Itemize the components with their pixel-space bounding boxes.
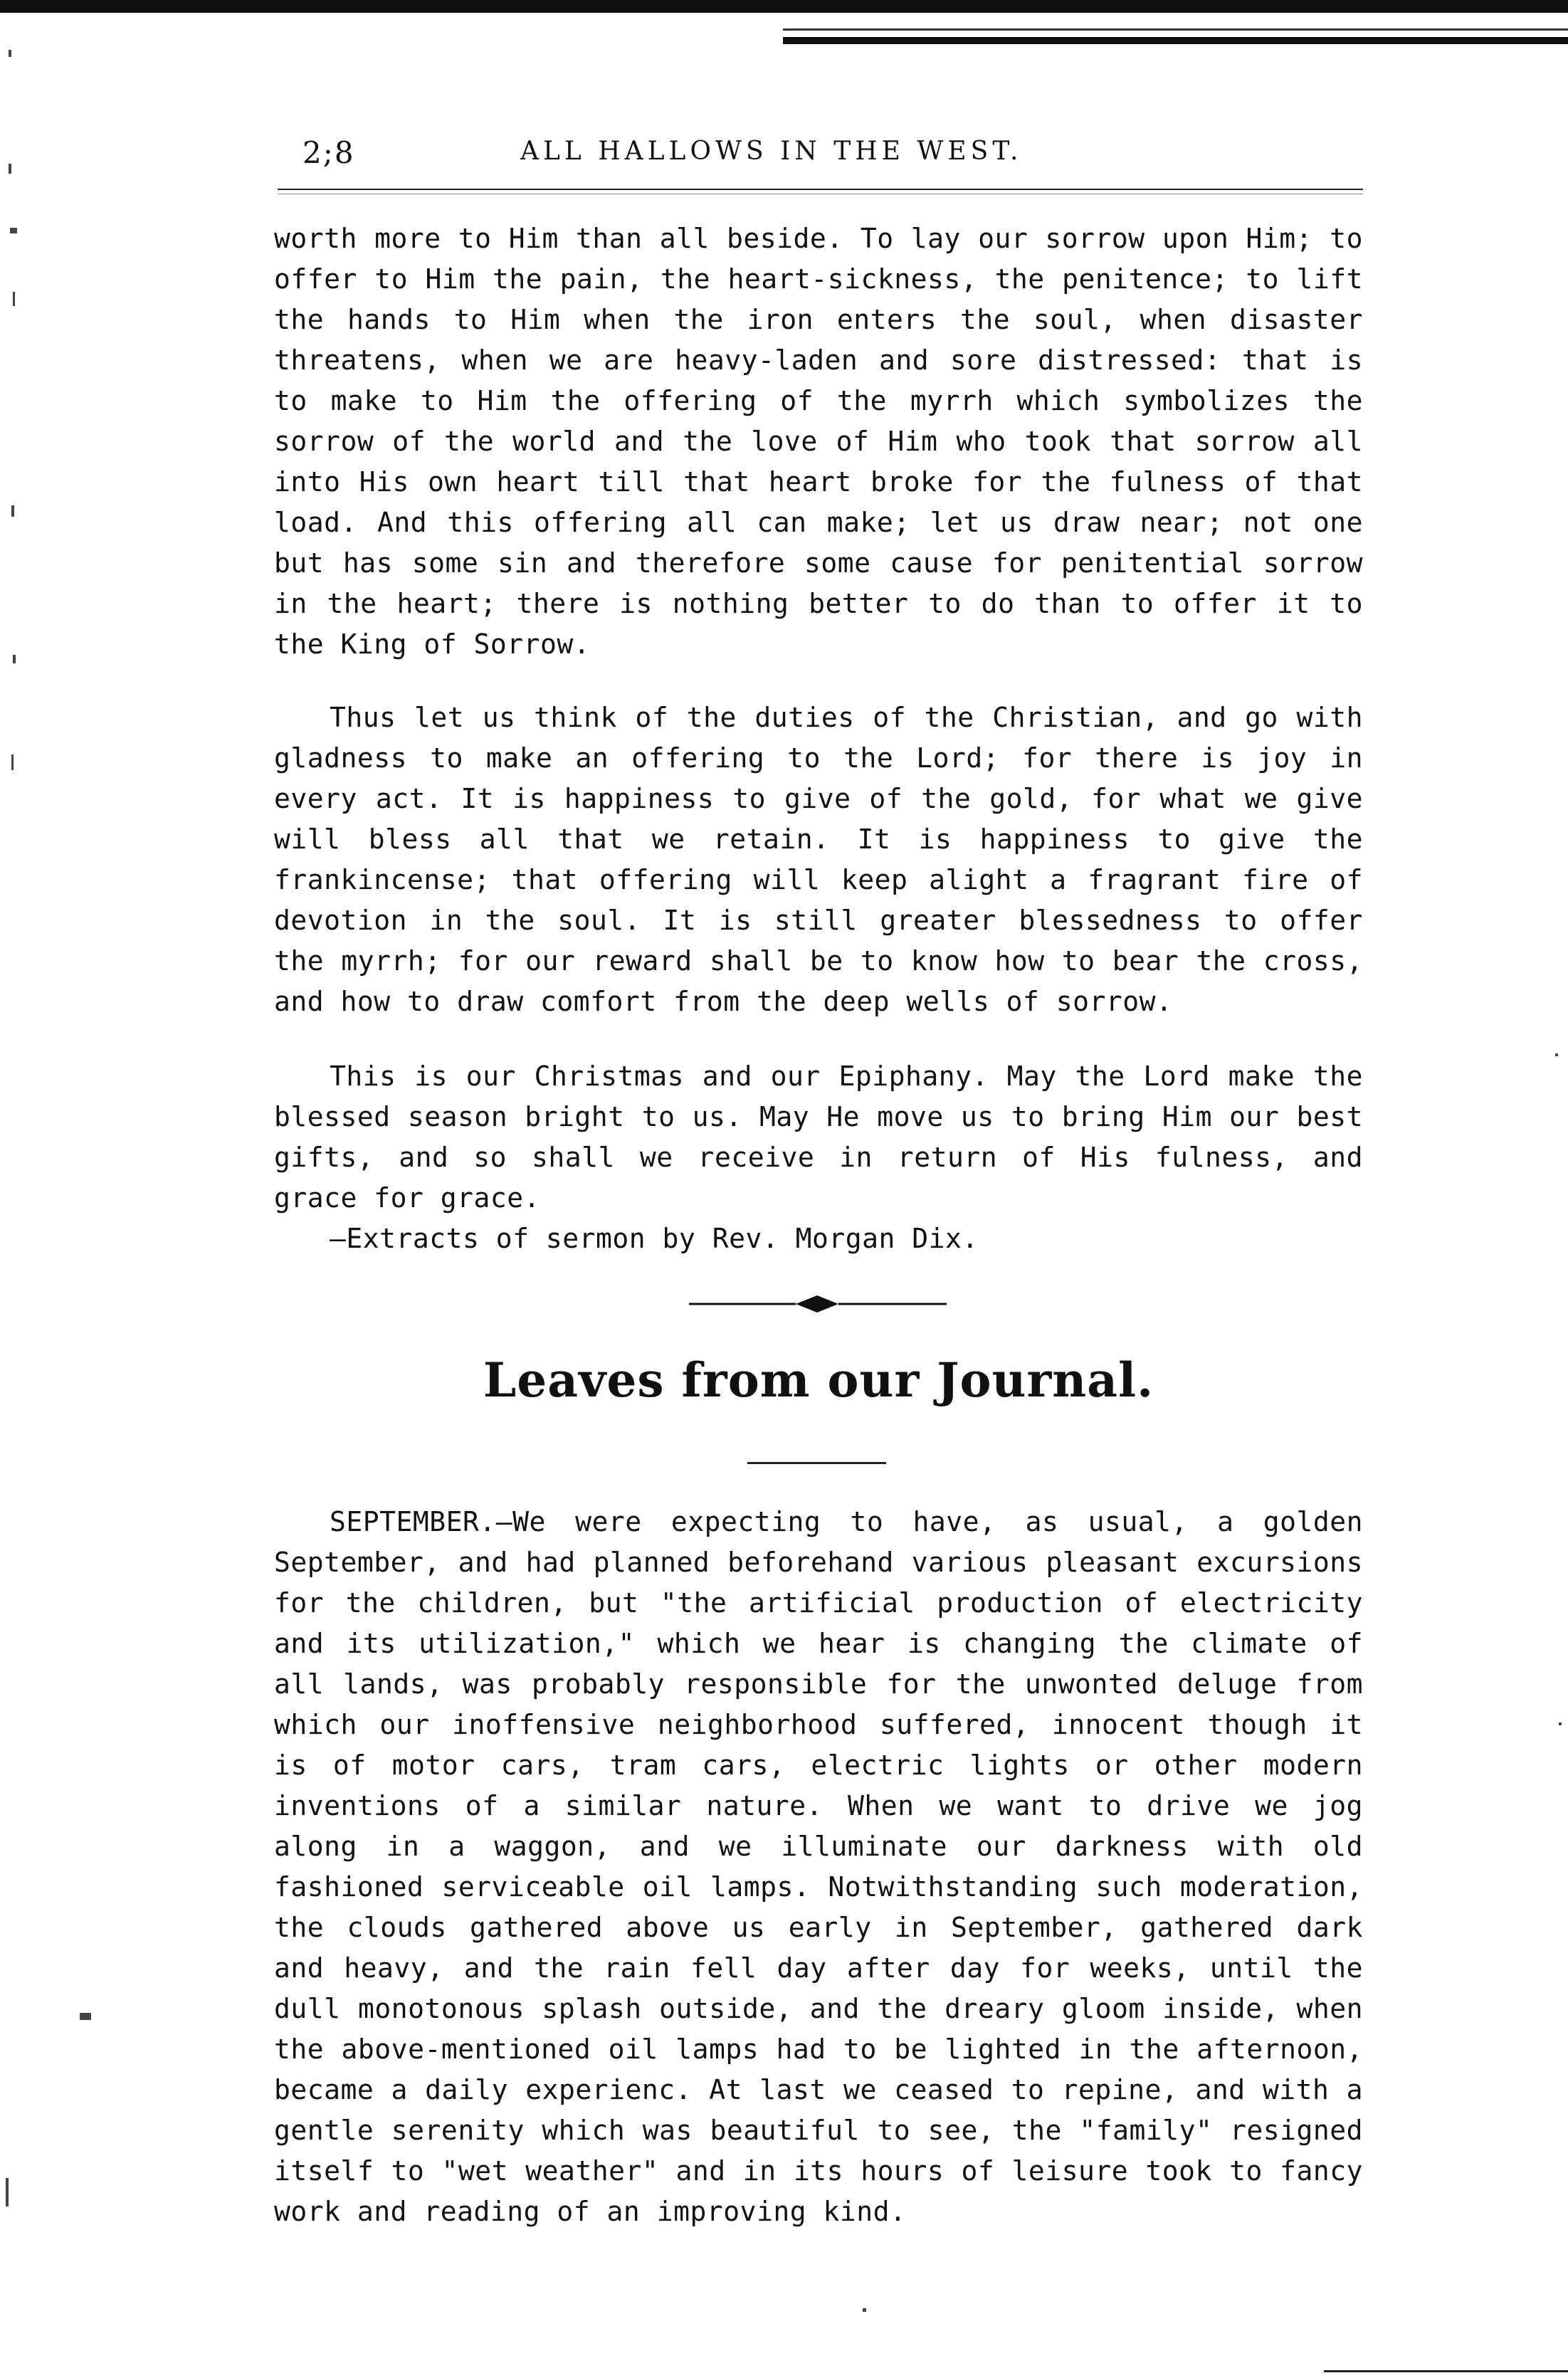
diamond-ornament-divider xyxy=(689,1290,947,1318)
sermon-paragraph-3: This is our Christmas and our Epiphany. May the Lord make the blessed season bright to us. May He move us to bring Him our best gifts, and so shall we receive in return of His fulness, and grace for grace. xyxy=(274,1061,1363,1214)
margin-speck xyxy=(1555,1053,1558,1056)
margin-speck xyxy=(6,2178,9,2206)
margin-speck xyxy=(11,505,14,517)
bottom-right-rule xyxy=(1324,2370,1568,2372)
top-border-rule xyxy=(0,0,1568,13)
header-rule xyxy=(278,189,1363,190)
running-title: ALL HALLOWS IN THE WEST. xyxy=(520,137,1023,166)
margin-speck xyxy=(11,754,14,770)
margin-speck xyxy=(9,164,11,174)
sermon-attribution: —Extracts of sermon by Rev. Morgan Dix. xyxy=(330,1223,979,1254)
margin-speck xyxy=(10,228,17,233)
top-right-rule xyxy=(783,37,1568,44)
journal-paragraph: SEPTEMBER.—We were expecting to have, as usual, a golden September, and had planned beforehand various pleasant excursions for the children, but "the artificial production of electricity and its utilization," which we hear is changing the climate of all lands, was probably responsible for the unwonted deluge from which our inoffensive neighborhood suffered, innocent though it is of motor cars, tram cars, electric lights or other modern inventions of a similar nature. When we want to drive we jog along in a waggon, and we illuminate our darkness with old fashioned serviceable oil lamps. Notwithstanding such moderation, the clouds gathered above us early in September, gathered dark and heavy, and the rain fell day after day for weeks, until the dull monotonous splash outside, and the dreary gloom inside, when the above-mentioned oil lamps had to be lighted in the afternoon, became a daily experienc. At last we ceased to repine, and with a gentle serenity which was beautiful to see, the "family" resigned itself to "wet weather" and in its hours of leisure took to fancy work and reading of an improving kind. xyxy=(274,1506,1363,2227)
margin-speck xyxy=(863,2308,866,2312)
margin-speck xyxy=(80,2013,91,2020)
heading-underline-rule xyxy=(747,1462,886,1464)
margin-speck xyxy=(9,50,11,57)
page-number: 2;8 xyxy=(302,135,355,170)
margin-speck xyxy=(13,292,15,306)
margin-speck xyxy=(13,655,16,663)
section-heading: Leaves from our Journal. xyxy=(483,1352,1154,1408)
running-head xyxy=(274,135,1363,178)
top-right-thin-rule xyxy=(783,28,1568,31)
sermon-paragraph-1: worth more to Him than all beside. To lay our sorrow upon Him; to offer to Him the pain, the heart-sickness, the penitence; to lift the hands to Him when the iron enters the soul, when disaster threatens, when we are heavy-laden and sore distressed: that is to make to Him the offering of the myrrh which symbolizes the sorrow of the world and the love of Him who took that sorrow all into His own heart till that heart broke for the fulness of that load. And this offering all can make; let us draw near; not one but has some sin and therefore some cause for penitential sorrow in the heart; there is nothing better to do than to offer it to the King of Sorrow. xyxy=(274,223,1363,660)
sermon-paragraph-2: Thus let us think of the duties of the Christian, and go with gladness to make an offering to the Lord; for there is joy in every act. It is happiness to give of the gold, for what we give will bless all that we retain. It is happiness to give the frankincense; that offering will keep alight a fragrant fire of devotion in the soul. It is still greater blessedness to offer the myrrh; for our reward shall be to know how to bear the cross, and how to draw comfort from the deep wells of sorrow. xyxy=(274,702,1363,1017)
margin-speck xyxy=(1559,1722,1562,1725)
